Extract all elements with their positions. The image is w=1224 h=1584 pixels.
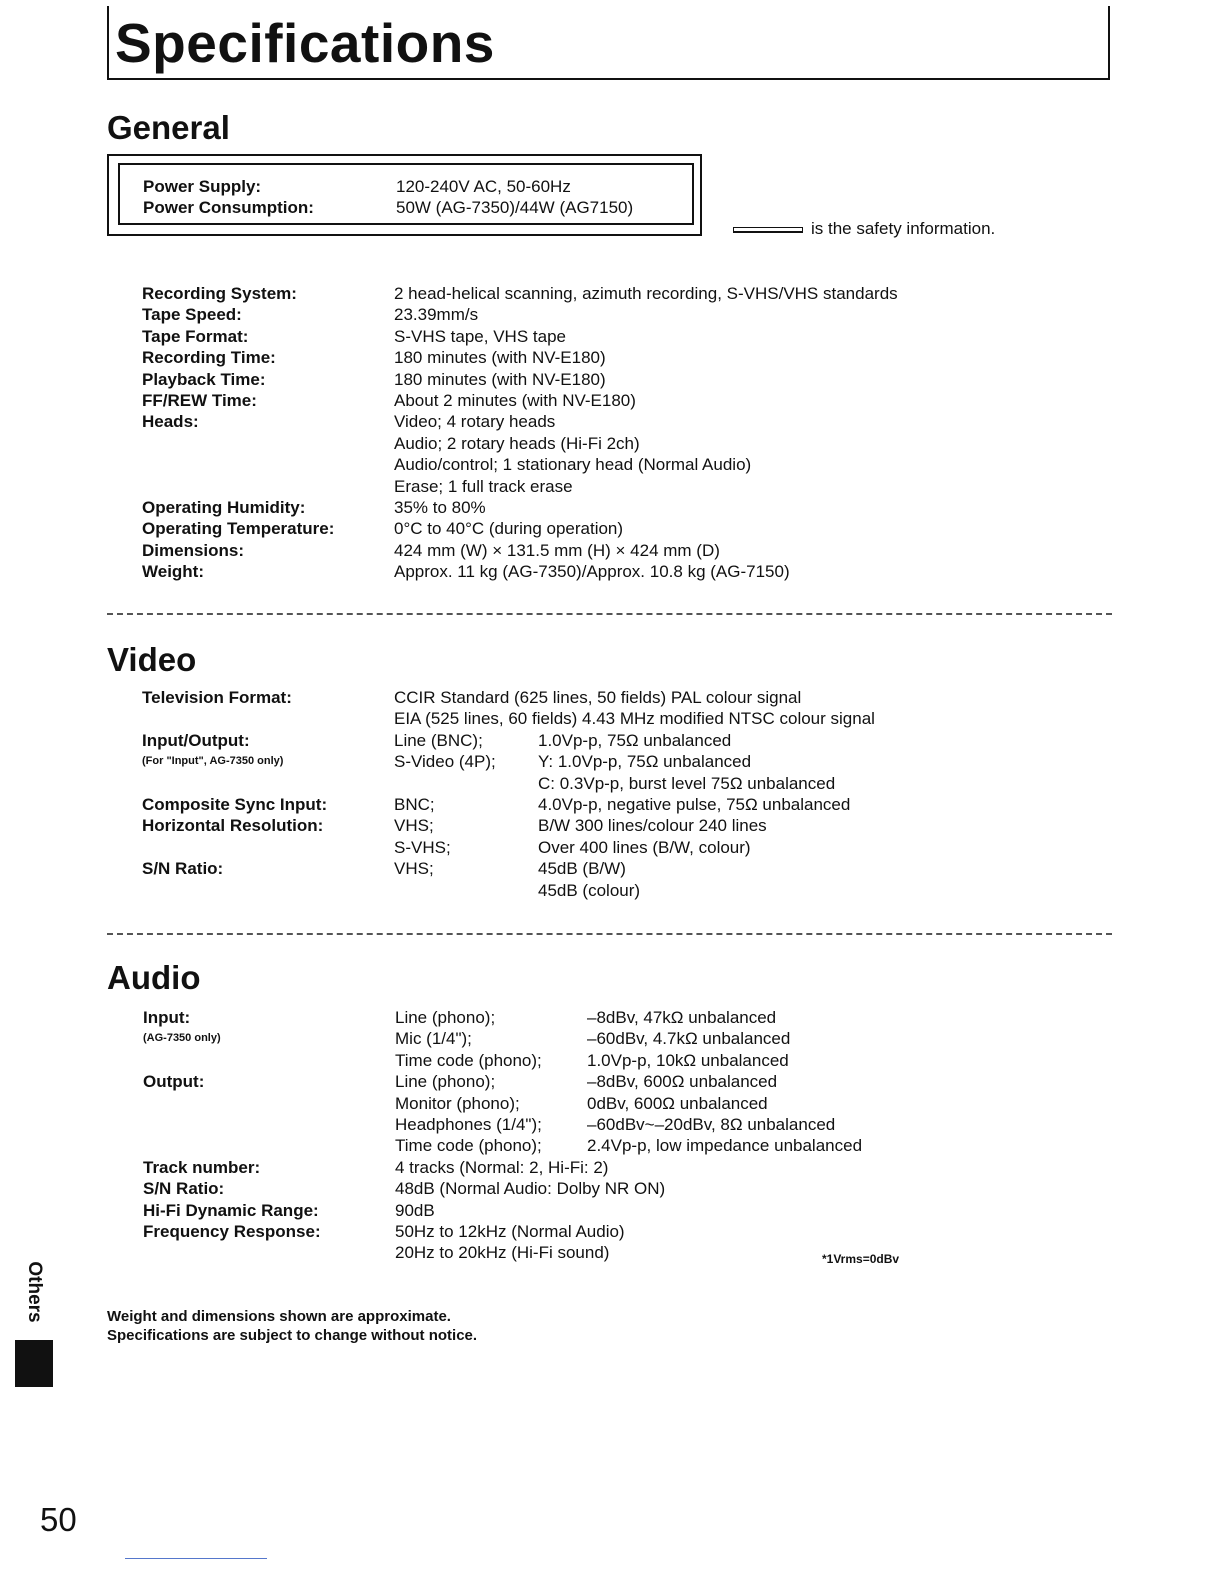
spec-row <box>0 433 1224 454</box>
spec-label: Hi-Fi Dynamic Range: <box>143 1200 319 1220</box>
spec-value: Erase; 1 full track erase <box>394 476 573 496</box>
spec-value: Time code (phono); <box>395 1136 542 1156</box>
spec-value: 90dB <box>395 1200 435 1220</box>
spec-value: About 2 minutes (with NV-E180) <box>394 391 636 410</box>
spec-label: Recording System: <box>142 284 297 303</box>
spec-row <box>0 369 1224 390</box>
spec-value: 1.0Vp-p, 10kΩ unbalanced <box>587 1050 789 1070</box>
spec-row <box>0 1221 1224 1242</box>
spec-row <box>0 1028 1224 1049</box>
spec-row <box>0 304 1224 325</box>
spec-value: 48dB (Normal Audio: Dolby NR ON) <box>395 1179 666 1199</box>
spec-label: Track number: <box>143 1157 261 1177</box>
spec-value: 4.0Vp-p, negative pulse, 75Ω unbalanced <box>538 795 851 814</box>
spec-row <box>0 497 1224 518</box>
spec-label: Power Supply: <box>143 177 262 196</box>
spec-row <box>0 1093 1224 1114</box>
spec-label: Power Consumption: <box>143 198 314 217</box>
spec-value: Time code (phono); <box>395 1050 542 1070</box>
spec-row <box>0 518 1224 539</box>
spec-row <box>0 751 1224 772</box>
spec-label: Dimensions: <box>142 540 245 560</box>
spec-value: C: 0.3Vp-p, burst level 75Ω unbalanced <box>538 773 836 793</box>
spec-value: Mic (1/4"); <box>395 1029 472 1049</box>
spec-row <box>0 794 1224 815</box>
bottom-rule <box>125 1558 267 1559</box>
spec-value: VHS; <box>394 816 434 836</box>
video-heading: Video <box>107 641 197 678</box>
spec-row <box>0 773 1224 794</box>
spec-label: Tape Speed: <box>142 305 242 325</box>
spec-value: 4 tracks (Normal: 2, Hi-Fi: 2) <box>395 1157 609 1177</box>
page-title: Specifications <box>115 12 495 74</box>
spec-value: Audio/control; 1 stationary head (Normal Audio) <box>394 455 752 475</box>
spec-value: Over 400 lines (B/W, colour) <box>538 837 751 857</box>
page-number: 50 <box>40 1501 77 1538</box>
spec-row <box>0 837 1224 858</box>
safety-row <box>0 197 1224 218</box>
spec-value: 35% to 80% <box>394 498 486 517</box>
section-divider <box>107 613 1112 615</box>
spec-row <box>0 540 1224 561</box>
spec-value: Y: 1.0Vp-p, 75Ω unbalanced <box>538 752 752 772</box>
spec-value: Line (phono); <box>395 1008 496 1027</box>
spec-label: Frequency Response: <box>143 1222 321 1241</box>
spec-label: Heads: <box>142 412 199 432</box>
safety-legend <box>733 218 995 239</box>
spec-value: 23.39mm/s <box>394 305 479 325</box>
footer-note: Specifications are subject to change without notice. <box>107 1327 478 1344</box>
spec-row <box>0 1114 1224 1135</box>
spec-value: Video; 4 rotary heads <box>394 412 556 432</box>
spec-row <box>0 347 1224 368</box>
spec-value: 50Hz to 12kHz (Normal Audio) <box>395 1222 625 1241</box>
spec-row <box>0 454 1224 475</box>
spec-row <box>0 687 1224 708</box>
spec-value: 20Hz to 20kHz (Hi-Fi sound) <box>395 1243 610 1263</box>
spec-row <box>0 880 1224 901</box>
spec-row <box>0 1007 1224 1028</box>
spec-label: Playback Time: <box>142 369 266 389</box>
safety-frame-icon <box>733 227 803 233</box>
side-tab-label: Others <box>24 1261 45 1323</box>
spec-value: 2.4Vp-p, low impedance unbalanced <box>587 1136 863 1156</box>
spec-value: Line (BNC); <box>394 730 483 750</box>
spec-value: Headphones (1/4"); <box>395 1115 542 1134</box>
side-tab <box>14 1252 54 1332</box>
footer-note: Weight and dimensions shown are approximate. <box>107 1308 451 1325</box>
safety-row <box>0 176 1224 197</box>
spec-label: Tape Format: <box>142 326 249 346</box>
spec-value: S-VHS; <box>394 837 451 857</box>
section-divider <box>107 933 1112 935</box>
spec-row <box>0 1071 1224 1092</box>
spec-value: Line (phono); <box>395 1072 496 1092</box>
spec-value: –60dBv, 4.7kΩ unbalanced <box>587 1029 791 1049</box>
spec-value: 1.0Vp-p, 75Ω unbalanced <box>538 730 732 750</box>
general-heading: General <box>107 109 230 146</box>
spec-row <box>0 730 1224 751</box>
spec-value: 45dB (B/W) <box>538 859 626 879</box>
spec-row <box>0 561 1224 582</box>
spec-label: S/N Ratio: <box>142 859 224 879</box>
spec-label: Input: <box>143 1008 191 1027</box>
spec-value: Approx. 11 kg (AG-7350)/Approx. 10.8 kg (AG-7150) <box>394 562 790 582</box>
spec-note: (AG-7350 only) <box>143 1032 221 1045</box>
spec-row <box>0 283 1224 304</box>
side-tab-marker <box>15 1340 53 1387</box>
spec-label: Recording Time: <box>142 348 276 368</box>
spec-row <box>0 1135 1224 1156</box>
spec-value: Monitor (phono); <box>395 1093 520 1113</box>
spec-value: 120-240V AC, 50-60Hz <box>396 177 571 196</box>
spec-label: Composite Sync Input: <box>142 795 328 814</box>
spec-value: Audio; 2 rotary heads (Hi-Fi 2ch) <box>394 433 640 453</box>
spec-row <box>0 858 1224 879</box>
spec-value: S-Video (4P); <box>394 752 496 772</box>
vrms-footnote: *1Vrms=0dBv <box>822 1252 900 1266</box>
spec-label: S/N Ratio: <box>143 1179 225 1199</box>
spec-value: 180 minutes (with NV-E180) <box>394 369 606 389</box>
spec-value: S-VHS tape, VHS tape <box>394 326 566 346</box>
spec-value: 180 minutes (with NV-E180) <box>394 348 606 368</box>
spec-label: Input/Output: <box>142 730 250 750</box>
spec-label: FF/REW Time: <box>142 391 257 410</box>
spec-label: Operating Humidity: <box>142 498 306 517</box>
spec-row <box>0 815 1224 836</box>
audio-heading: Audio <box>107 959 201 996</box>
spec-label: Operating Temperature: <box>142 519 335 539</box>
spec-row <box>0 476 1224 497</box>
spec-label: Weight: <box>142 562 205 582</box>
spec-value: 50W (AG-7350)/44W (AG7150) <box>396 198 634 217</box>
spec-label: Output: <box>143 1072 205 1092</box>
spec-value: –8dBv, 47kΩ unbalanced <box>587 1008 777 1027</box>
safety-legend-text: is the safety information. <box>811 219 996 238</box>
spec-value: 0°C to 40°C (during operation) <box>394 519 624 539</box>
spec-value: VHS; <box>394 859 434 879</box>
spec-note: (For "Input", AG-7350 only) <box>142 755 284 768</box>
spec-value: –8dBv, 600Ω unbalanced <box>587 1072 778 1092</box>
spec-value: 424 mm (W) × 131.5 mm (H) × 424 mm (D) <box>394 540 720 560</box>
spec-row <box>0 1178 1224 1199</box>
spec-row <box>0 708 1224 729</box>
spec-value: BNC; <box>394 795 435 814</box>
spec-row <box>0 411 1224 432</box>
spec-row <box>0 1242 1224 1263</box>
spec-row <box>0 326 1224 347</box>
spec-value: B/W 300 lines/colour 240 lines <box>538 816 767 836</box>
spec-label: Horizontal Resolution: <box>142 816 324 836</box>
spec-value: CCIR Standard (625 lines, 50 fields) PAL colour signal <box>394 688 802 707</box>
spec-row <box>0 1200 1224 1221</box>
spec-value: EIA (525 lines, 60 fields) 4.43 MHz modified NTSC colour signal <box>394 709 875 729</box>
spec-row <box>0 390 1224 411</box>
spec-label: Television Format: <box>142 688 292 707</box>
spec-value: 45dB (colour) <box>538 880 641 900</box>
spec-value: 2 head-helical scanning, azimuth recording, S-VHS/VHS standards <box>394 284 898 303</box>
spec-value: 0dBv, 600Ω unbalanced <box>587 1093 768 1113</box>
spec-value: –60dBv~–20dBv, 8Ω unbalanced <box>587 1115 836 1134</box>
spec-row <box>0 1050 1224 1071</box>
spec-row <box>0 1157 1224 1178</box>
